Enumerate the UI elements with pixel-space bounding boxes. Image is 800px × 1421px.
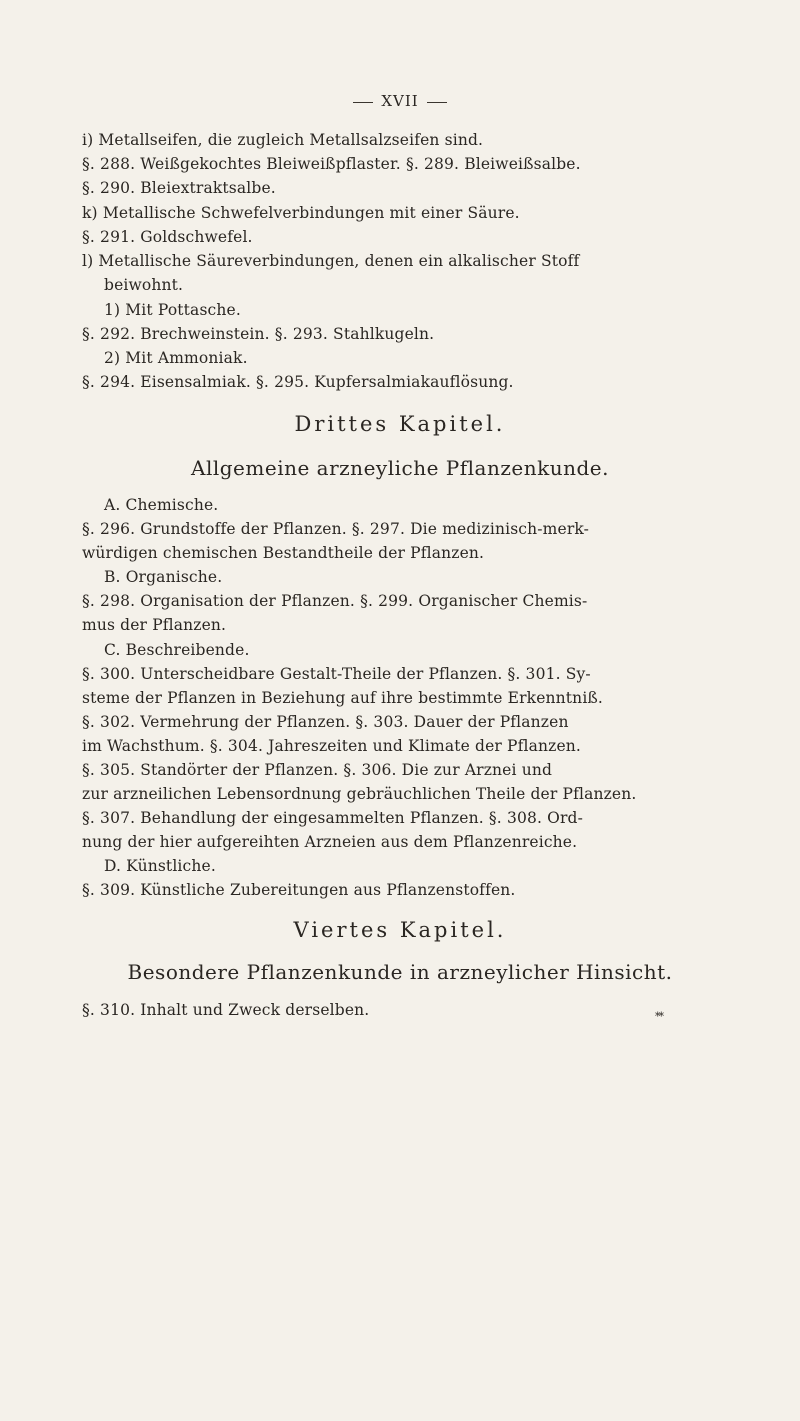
toc-line: k) Metallische Schwefelverbindungen mit einer Säure.: [82, 204, 520, 222]
section-label: D. Künstliche.: [104, 857, 216, 875]
toc-line: §. 302. Vermehrung der Pflanzen. §. 303. Dauer der Pflanzen: [82, 713, 569, 731]
toc-line: im Wachsthum. §. 304. Jahreszeiten und Klimate der Pflanzen.: [82, 737, 581, 755]
dash-left: [353, 102, 373, 103]
toc-line: würdigen chemischen Bestandtheile der Pflanzen.: [82, 544, 485, 562]
toc-line: §. 300. Unterscheidbare Gestalt-Theile der Pflanzen. §. 301. Sy-: [82, 665, 591, 683]
toc-line: steme der Pflanzen in Beziehung auf ihre bestimmte Erkenntniß.: [82, 689, 604, 707]
chapter-heading: Drittes Kapitel.: [294, 412, 506, 436]
toc-line: i) Metallseifen, die zugleich Metallsalzseifen sind.: [82, 131, 484, 149]
toc-line: zur arzneilichen Lebensordnung gebräuchlichen Theile der Pflanzen.: [82, 785, 637, 803]
chapter-heading: Viertes Kapitel.: [293, 918, 507, 942]
page-number: [0, 92, 800, 110]
dash-right: [427, 102, 447, 103]
toc-line: 1) Mit Pottasche.: [104, 301, 241, 319]
toc-line: §. 298. Organisation der Pflanzen. §. 299. Organischer Chemis-: [82, 592, 588, 610]
toc-line: l) Metallische Säureverbindungen, denen ein alkalischer Stoff: [82, 252, 580, 270]
chapter-title: Besondere Pflanzenkunde in arzneylicher Hinsicht.: [127, 960, 673, 984]
toc-line: §. 309. Künstliche Zubereitungen aus Pflanzenstoffen.: [82, 881, 516, 899]
section-label: B. Organische.: [104, 568, 223, 586]
toc-line: §. 290. Bleiextraktsalbe.: [82, 179, 276, 197]
toc-line: §. 294. Eisensalmiak. §. 295. Kupfersalmiakauflösung.: [82, 373, 514, 391]
toc-line: nung der hier aufgereihten Arzneien aus dem Pflanzenreiche.: [82, 833, 578, 851]
toc-line: mus der Pflanzen.: [82, 616, 227, 634]
section-label: A. Chemische.: [104, 496, 219, 514]
chapter-title: Allgemeine arzneyliche Pflanzenkunde.: [191, 456, 609, 480]
section-label: C. Beschreibende.: [104, 641, 250, 659]
toc-line: §. 288. Weißgekochtes Bleiweißpflaster. §. 289. Bleiweißsalbe.: [82, 155, 581, 173]
toc-line: §. 291. Goldschwefel.: [82, 228, 253, 246]
toc-line: 2) Mit Ammoniak.: [104, 349, 248, 367]
toc-line: §. 305. Standörter der Pflanzen. §. 306. Die zur Arznei und: [82, 761, 553, 779]
toc-line: §. 296. Grundstoffe der Pflanzen. §. 297. Die medizinisch-merk-: [82, 520, 590, 538]
toc-line: beiwohnt.: [104, 276, 184, 294]
toc-line: §. 307. Behandlung der eingesammelten Pflanzen. §. 308. Ord-: [82, 809, 584, 827]
signature-mark: **: [655, 1010, 662, 1023]
toc-line: §. 310. Inhalt und Zweck derselben.: [82, 1001, 370, 1019]
toc-line: §. 292. Brechweinstein. §. 293. Stahlkugeln.: [82, 325, 435, 343]
page-number-text: XVII: [381, 92, 419, 110]
